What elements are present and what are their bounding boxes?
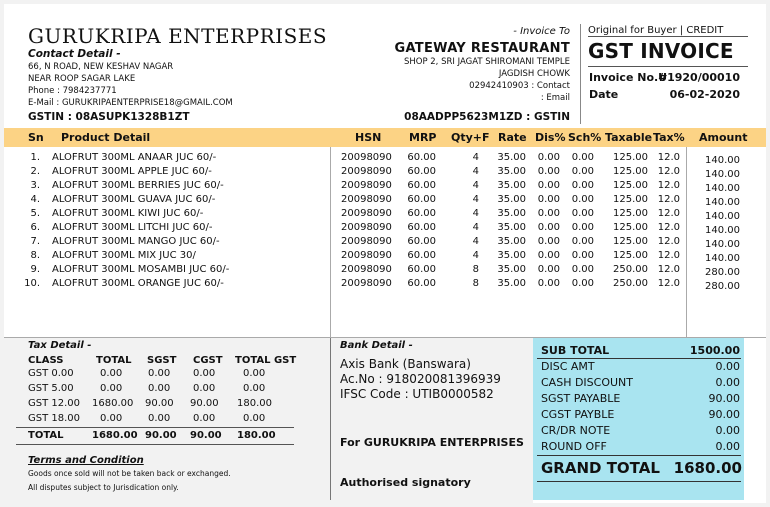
summary-label: CGST PAYBLE [541, 408, 615, 421]
summary-label: DISC AMT [541, 360, 595, 373]
cell-qty: 4 [472, 166, 479, 177]
summary-value: 0.00 [715, 440, 740, 453]
summary-label: ROUND OFF [541, 440, 607, 453]
tax-total-cell: 180.00 [237, 430, 276, 441]
cell-product: ALOFRUT 300ML ORANGE JUC 60/- [52, 278, 224, 289]
cell-mrp: 60.00 [407, 208, 436, 219]
cell-sch: 0.00 [571, 166, 594, 177]
cell-dis: 0.00 [537, 250, 560, 261]
cell-hsn: 20098090 [341, 152, 392, 163]
invoice-date: 06-02-2020 [669, 88, 740, 101]
company-address-line: NEAR ROOP SAGAR LAKE [28, 74, 136, 84]
summary-panel [533, 338, 744, 500]
invoice-to-label: - Invoice To [513, 26, 570, 37]
cell-qty: 4 [472, 194, 479, 205]
summary-label: SUB TOTAL [541, 344, 610, 357]
cell-qty: 4 [472, 222, 479, 233]
cell-amount: 140.00 [705, 253, 740, 264]
cell-taxpct: 12.0 [657, 278, 680, 289]
cell-amount: 140.00 [705, 183, 740, 194]
column-header: Tax% [653, 131, 685, 144]
customer-email: : Email [540, 93, 570, 103]
company-phone: Phone : 7984237771 [28, 86, 117, 96]
cell-taxpct: 12.0 [657, 264, 680, 275]
cell-sn: 8. [30, 250, 40, 261]
tax-column-header: TOTAL GST [235, 355, 297, 366]
table-row [4, 165, 766, 179]
for-company: For GURUKRIPA ENTERPRISES [340, 436, 524, 449]
cell-sn: 2. [30, 166, 40, 177]
cell-amount: 140.00 [705, 211, 740, 222]
cell-taxable: 125.00 [613, 250, 648, 261]
company-address-line: 66, N ROAD, NEW KESHAV NAGAR [28, 62, 174, 72]
summary-value: 0.00 [715, 424, 740, 437]
tax-cell: 0.00 [100, 383, 123, 394]
tax-column-header: CGST [193, 355, 223, 366]
cell-rate: 35.00 [497, 264, 526, 275]
footer-divider [330, 338, 331, 500]
column-header: Sch% [568, 131, 602, 144]
invoice-title: GST INVOICE [588, 39, 734, 63]
cell-amount: 140.00 [705, 169, 740, 180]
column-header: Dis% [535, 131, 566, 144]
cell-taxable: 250.00 [613, 264, 648, 275]
tax-total-rule [16, 427, 294, 428]
cell-sch: 0.00 [571, 236, 594, 247]
cell-qty: 4 [472, 208, 479, 219]
tax-cell: 0.00 [243, 413, 266, 424]
customer-name: GATEWAY RESTAURANT [394, 41, 570, 56]
table-row [4, 235, 766, 249]
cell-qty: 4 [472, 180, 479, 191]
cell-dis: 0.00 [537, 236, 560, 247]
tax-cell: 1680.00 [92, 398, 134, 409]
tax-total-cell: 1680.00 [92, 430, 138, 441]
tax-cell: GST 0.00 [28, 368, 74, 379]
customer-gstin: 08AADPP5623M1ZD : GSTIN [404, 111, 570, 123]
cell-sch: 0.00 [571, 264, 594, 275]
cell-mrp: 60.00 [407, 166, 436, 177]
summary-value: 90.00 [708, 392, 740, 405]
terms-title: Terms and Condition [28, 455, 144, 466]
cell-sn: 6. [30, 222, 40, 233]
cell-product: ALOFRUT 300ML MIX JUC 30/ [52, 250, 196, 261]
cell-dis: 0.00 [537, 222, 560, 233]
tax-column-header: TOTAL [96, 355, 132, 366]
bank-ifsc: IFSC Code : UTIB0000582 [340, 387, 494, 401]
cell-amount: 140.00 [705, 155, 740, 166]
bank-name: Axis Bank (Banswara) [340, 357, 471, 371]
cell-amount: 140.00 [705, 239, 740, 250]
cell-taxable: 125.00 [613, 236, 648, 247]
cell-amount: 140.00 [705, 225, 740, 236]
terms-line: All disputes subject to Jurisdication only. [28, 483, 179, 492]
cell-hsn: 20098090 [341, 264, 392, 275]
cell-qty: 4 [472, 152, 479, 163]
cell-product: ALOFRUT 300ML BERRIES JUC 60/- [52, 180, 224, 191]
terms-line: Goods once sold will not be taken back or exchanged. [28, 469, 231, 478]
customer-address-line: SHOP 2, SRI JAGAT SHIROMANI TEMPLE [403, 57, 570, 67]
summary-rule [537, 455, 741, 456]
cell-amount: 280.00 [705, 267, 740, 278]
summary-value: 1500.00 [689, 344, 740, 357]
cell-hsn: 20098090 [341, 166, 392, 177]
contact-heading: Contact Detail - [28, 48, 121, 60]
cell-sn: 4. [30, 194, 40, 205]
cell-taxable: 125.00 [613, 152, 648, 163]
tax-cell: 0.00 [193, 413, 216, 424]
cell-taxpct: 12.0 [657, 194, 680, 205]
company-email: E-Mail : GURUKRIPAENTERPRISE18@GMAIL.COM [28, 98, 233, 108]
cell-sn: 1. [30, 152, 40, 163]
cell-qty: 8 [472, 264, 479, 275]
cell-sch: 0.00 [571, 208, 594, 219]
table-row [4, 249, 766, 263]
cell-product: ALOFRUT 300ML APPLE JUC 60/- [52, 166, 212, 177]
summary-value: 90.00 [708, 408, 740, 421]
cell-taxable: 125.00 [613, 180, 648, 191]
table-row [4, 179, 766, 193]
company-name: GURUKRIPA ENTERPRISES [28, 24, 328, 48]
cell-rate: 35.00 [497, 250, 526, 261]
tax-cell: GST 18.00 [28, 413, 81, 424]
invoice-number-label: Invoice No.# [589, 71, 668, 84]
cell-taxpct: 12.0 [657, 166, 680, 177]
cell-hsn: 20098090 [341, 278, 392, 289]
copy-label: Original for Buyer | CREDIT [588, 25, 724, 36]
cell-qty: 4 [472, 250, 479, 261]
tax-cell: 0.00 [148, 383, 171, 394]
cell-sch: 0.00 [571, 222, 594, 233]
table-row [4, 151, 766, 165]
column-header: Taxable [605, 131, 653, 144]
cell-mrp: 60.00 [407, 222, 436, 233]
cell-taxpct: 12.0 [657, 208, 680, 219]
title-rule [588, 36, 748, 37]
cell-taxable: 125.00 [613, 222, 648, 233]
invoice-number: U1920/00010 [658, 71, 740, 84]
cell-dis: 0.00 [537, 194, 560, 205]
cell-dis: 0.00 [537, 152, 560, 163]
column-header: Amount [699, 131, 748, 144]
title-rule [588, 66, 748, 67]
customer-contact: 02942410903 : Contact [469, 81, 570, 91]
cell-mrp: 60.00 [407, 194, 436, 205]
cell-qty: 4 [472, 236, 479, 247]
cell-taxpct: 12.0 [657, 236, 680, 247]
cell-taxable: 125.00 [613, 166, 648, 177]
customer-address-line: JAGDISH CHOWK [498, 69, 570, 79]
cell-dis: 0.00 [537, 278, 560, 289]
cell-sch: 0.00 [571, 278, 594, 289]
cell-hsn: 20098090 [341, 180, 392, 191]
cell-mrp: 60.00 [407, 250, 436, 261]
column-header: Rate [498, 131, 527, 144]
tax-total-cell: 90.00 [145, 430, 177, 441]
tax-cell: 0.00 [193, 383, 216, 394]
cell-sn: 3. [30, 180, 40, 191]
table-row [4, 263, 766, 277]
tax-cell: 0.00 [100, 413, 123, 424]
table-row [4, 193, 766, 207]
cell-taxpct: 12.0 [657, 152, 680, 163]
company-gstin: GSTIN : 08ASUPK1328B1ZT [28, 111, 190, 123]
cell-mrp: 60.00 [407, 264, 436, 275]
bank-account: Ac.No : 918020081396939 [340, 372, 501, 386]
cell-product: ALOFRUT 300ML ANAAR JUC 60/- [52, 152, 217, 163]
cell-mrp: 60.00 [407, 180, 436, 191]
cell-taxpct: 12.0 [657, 222, 680, 233]
invoice-page [4, 4, 766, 503]
cell-product: ALOFRUT 300ML MOSAMBI JUC 60/- [52, 264, 230, 275]
cell-mrp: 60.00 [407, 236, 436, 247]
cell-product: ALOFRUT 300ML GUAVA JUC 60/- [52, 194, 216, 205]
cell-sch: 0.00 [571, 152, 594, 163]
cell-product: ALOFRUT 300ML MANGO JUC 60/- [52, 236, 220, 247]
cell-rate: 35.00 [497, 180, 526, 191]
column-header: MRP [409, 131, 437, 144]
cell-hsn: 20098090 [341, 236, 392, 247]
header-divider [580, 24, 581, 124]
cell-dis: 0.00 [537, 166, 560, 177]
summary-label: SGST PAYABLE [541, 392, 621, 405]
tax-cell: 0.00 [193, 368, 216, 379]
column-header: HSN [355, 131, 382, 144]
cell-rate: 35.00 [497, 236, 526, 247]
tax-cell: 0.00 [148, 413, 171, 424]
cell-dis: 0.00 [537, 180, 560, 191]
bank-detail-heading: Bank Detail - [340, 340, 413, 351]
cell-taxpct: 12.0 [657, 180, 680, 191]
tax-column-header: CLASS [28, 355, 64, 366]
table-row [4, 221, 766, 235]
cell-dis: 0.00 [537, 208, 560, 219]
cell-sn: 10. [24, 278, 40, 289]
tax-cell: 0.00 [243, 383, 266, 394]
cell-rate: 35.00 [497, 222, 526, 233]
invoice-date-label: Date [589, 88, 619, 101]
cell-sn: 9. [30, 264, 40, 275]
column-header: Sn [28, 131, 44, 144]
tax-cell: 180.00 [237, 398, 272, 409]
cell-sn: 5. [30, 208, 40, 219]
cell-sch: 0.00 [571, 194, 594, 205]
tax-detail-heading: Tax Detail - [28, 340, 92, 351]
table-row [4, 277, 766, 291]
cell-taxpct: 12.0 [657, 250, 680, 261]
cell-rate: 35.00 [497, 208, 526, 219]
items-table-header [4, 128, 766, 147]
cell-mrp: 60.00 [407, 278, 436, 289]
table-row [4, 207, 766, 221]
cell-product: ALOFRUT 300ML KIWI JUC 60/- [52, 208, 204, 219]
grand-total-label: GRAND TOTAL [541, 459, 660, 477]
summary-value: 0.00 [715, 360, 740, 373]
cell-product: ALOFRUT 300ML LITCHI JUC 60/- [52, 222, 213, 233]
tax-cell: 90.00 [190, 398, 219, 409]
grand-total-value: 1680.00 [673, 459, 742, 477]
cell-hsn: 20098090 [341, 208, 392, 219]
cell-rate: 35.00 [497, 152, 526, 163]
cell-rate: 35.00 [497, 278, 526, 289]
cell-hsn: 20098090 [341, 194, 392, 205]
cell-sch: 0.00 [571, 180, 594, 191]
tax-cell: 0.00 [100, 368, 123, 379]
cell-sch: 0.00 [571, 250, 594, 261]
cell-dis: 0.00 [537, 264, 560, 275]
cell-amount: 280.00 [705, 281, 740, 292]
cell-sn: 7. [30, 236, 40, 247]
tax-column-header: SGST [147, 355, 177, 366]
summary-value: 0.00 [715, 376, 740, 389]
tax-cell: 0.00 [243, 368, 266, 379]
tax-cell: 0.00 [148, 368, 171, 379]
summary-label: CASH DISCOUNT [541, 376, 633, 389]
cell-rate: 35.00 [497, 194, 526, 205]
cell-hsn: 20098090 [341, 222, 392, 233]
summary-rule [537, 481, 741, 482]
cell-hsn: 20098090 [341, 250, 392, 261]
tax-total-label: TOTAL [28, 430, 64, 441]
tax-total-cell: 90.00 [190, 430, 222, 441]
authorised-signatory: Authorised signatory [340, 476, 471, 489]
cell-taxable: 125.00 [613, 194, 648, 205]
tax-cell: 90.00 [145, 398, 174, 409]
tax-total-rule [16, 444, 294, 445]
cell-qty: 8 [472, 278, 479, 289]
summary-label: CR/DR NOTE [541, 424, 611, 437]
column-header: Product Detail [61, 131, 151, 144]
column-header: Qty+F [451, 131, 490, 144]
tax-cell: GST 12.00 [28, 398, 81, 409]
summary-rule [537, 358, 741, 359]
cell-rate: 35.00 [497, 166, 526, 177]
tax-cell: GST 5.00 [28, 383, 74, 394]
cell-taxable: 250.00 [613, 278, 648, 289]
cell-amount: 140.00 [705, 197, 740, 208]
cell-mrp: 60.00 [407, 152, 436, 163]
cell-taxable: 125.00 [613, 208, 648, 219]
